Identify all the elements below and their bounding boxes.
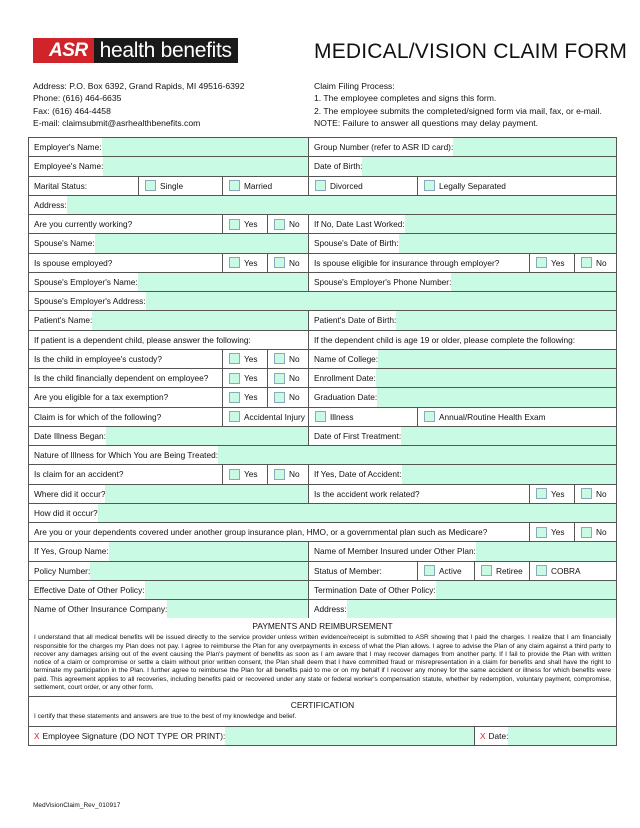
input-patient-s-date-of-birth[interactable] (396, 311, 616, 329)
signature-row (29, 727, 616, 745)
form-row (29, 215, 616, 234)
field-is-the-accident-work-related (309, 485, 530, 503)
field-spouse-s-date-of-birth (309, 234, 616, 252)
option-label: No (596, 488, 607, 499)
field-label: Claim is for which of the following? (29, 412, 161, 422)
option-cobra (530, 562, 616, 580)
field-label: How did it occur? (29, 508, 98, 518)
input-name-of-other-insurance-company[interactable] (167, 600, 308, 618)
option-no (268, 350, 309, 368)
field-label: Address: (309, 604, 347, 614)
option-married (223, 177, 309, 195)
field-label: Address: (29, 200, 67, 210)
field-label: Date Illness Began: (29, 431, 106, 441)
signature-label-text: Employee Signature (DO NOT TYPE OR PRINT): (42, 730, 226, 741)
form-row (29, 331, 616, 350)
option-no (575, 254, 616, 272)
field-label: Spouse's Name: (29, 238, 95, 248)
option-label: Illness (330, 411, 354, 422)
field-label: Is spouse eligible for insurance through employer? (309, 258, 499, 268)
form-row (29, 542, 616, 561)
field-label: Name of College: (309, 354, 378, 364)
payments-text: I understand that all medical benefits will be issued directly to the service provider unless written evidence/receipt is submitted to ASR showing that I paid the charges. I realize that I am financially responsible for the charges my Plan does not pay. I agree to reimburse the Plan for any overpayments in excess of what the Plan allows. I agree to advise the Plan of any claim against a third party to recover any damages arising out of the event causing the Plan's payment of benefits as soon as I am aware that I may recover damages from another party. If I fail to provide the Plan with written notice of a claim or compromise or settle a claim without prior written consent, the Plan shall deem that I have committed fraud or misrepresentation in a claim for benefits and shall have the right to terminate my participation in the Plan. I further agree to reimburse the Plan for all benefits paid to me or on my behalf if I recover any money for the same accident or illness for which benefits were paid. This agreement applies to all recoveries, including benefits paid or recovered under any state or federal worker's compensation statute, whether by redemption, voluntary payment, compromise, settlement, court order, or any other form. (34, 634, 611, 692)
contact-block (33, 80, 244, 129)
field-label: If the dependent child is age 19 or older, please complete the following: (309, 335, 575, 345)
certification-section (29, 697, 616, 726)
option-label: No (289, 392, 300, 403)
option-label: Retiree (496, 565, 523, 576)
checkbox-no[interactable] (274, 392, 285, 403)
option-single (139, 177, 223, 195)
field-name-of-member-insured-under-other-plan (309, 542, 616, 560)
form-row (29, 523, 616, 542)
option-no (268, 388, 309, 406)
option-label: No (596, 257, 607, 268)
option-no (268, 465, 309, 483)
field-if-yes-date-of-accident (309, 465, 616, 483)
option-label: Annual/Routine Health Exam (439, 411, 546, 422)
field-label: Group Number (refer to ASR ID card): (309, 142, 453, 152)
checkbox-no[interactable] (274, 257, 285, 268)
input-employee-s-name[interactable] (103, 157, 308, 175)
option-no (268, 215, 309, 233)
option-label: Yes (244, 219, 258, 230)
input-date-of-first-treatment[interactable] (401, 427, 616, 445)
input-how-did-it-occur[interactable] (98, 504, 616, 522)
option-label: No (596, 527, 607, 538)
form-row (29, 562, 616, 581)
option-no (268, 254, 309, 272)
field-label: Is the child financially dependent on employee? (29, 373, 208, 383)
field-label: Employee's Name: (29, 161, 103, 171)
field-label: If Yes, Group Name: (29, 546, 109, 556)
input-nature-of-illness-for-which-you-are-being-treated[interactable] (218, 446, 616, 464)
field-label: Nature of Illness for Which You are Being Treated: (29, 450, 218, 460)
option-active (418, 562, 475, 580)
payments-section (29, 618, 616, 697)
field-status-of-member (309, 562, 418, 580)
checkbox-illness[interactable] (315, 411, 326, 422)
field-is-spouse-eligible-for-insurance-through-employer (309, 254, 530, 272)
field-is-spouse-employed (29, 254, 223, 272)
field-if-yes-group-name (29, 542, 309, 560)
option-label: Active (439, 565, 462, 576)
input-address[interactable] (347, 600, 616, 618)
field-label: Spouse's Date of Birth: (309, 238, 399, 248)
option-yes (530, 523, 575, 541)
form-row (29, 157, 616, 176)
option-yes (223, 465, 268, 483)
form-row (29, 581, 616, 600)
field-label: Are you currently working? (29, 219, 132, 229)
form-row (29, 465, 616, 484)
checkbox-yes[interactable] (229, 469, 240, 480)
field-date-of-first-treatment (309, 427, 616, 445)
input-where-did-it-occur[interactable] (105, 485, 308, 503)
field-label: Employer's Name: (29, 142, 102, 152)
form-row (29, 600, 616, 618)
form-row (29, 446, 616, 465)
option-yes (530, 254, 575, 272)
option-label: Yes (244, 373, 258, 384)
form-row (29, 504, 616, 523)
signature-field[interactable] (225, 727, 474, 745)
option-no (575, 485, 616, 503)
form-rows (29, 138, 616, 618)
field-label: Is the accident work related? (309, 489, 420, 499)
field-label: Enrollment Date: (309, 373, 376, 383)
field-address (309, 600, 616, 618)
field-label: Name of Member Insured under Other Plan: (309, 546, 476, 556)
input-address[interactable] (67, 196, 616, 214)
input-patient-s-name[interactable] (92, 311, 308, 329)
form-row (29, 177, 616, 196)
revision-code: MedVisionClaim_Rev_010917 (33, 802, 121, 809)
process-step-2: 2. The employee submits the completed/signed form via mail, fax, or e-mail. (314, 105, 602, 116)
field-label: Graduation Date: (309, 392, 377, 402)
process-step-1: 1. The employee completes and signs this form. (314, 93, 497, 104)
asr-logo (33, 38, 238, 63)
input-date-illness-began[interactable] (106, 427, 308, 445)
option-label: Legally Separated (439, 180, 506, 191)
form-row (29, 311, 616, 330)
checkbox-no[interactable] (274, 219, 285, 230)
field-graduation-date (309, 388, 616, 406)
form-row (29, 350, 616, 369)
field-label: Name of Other Insurance Company: (29, 604, 167, 614)
option-label: Yes (551, 488, 565, 499)
checkbox-no[interactable] (274, 469, 285, 480)
field-label: Spouse's Employer's Phone Number: (309, 277, 451, 287)
contact-phone: Phone: (616) 464-6635 (33, 93, 122, 104)
field-spouse-s-employer-s-phone-number (309, 273, 616, 291)
option-label: Yes (244, 392, 258, 403)
form-row (29, 254, 616, 273)
checkbox-retiree[interactable] (481, 565, 492, 576)
field-employer-s-name (29, 138, 309, 156)
checkbox-no[interactable] (274, 353, 285, 364)
option-label: Divorced (330, 180, 363, 191)
input-termination-date-of-other-policy[interactable] (436, 581, 616, 599)
field-label: Is claim for an accident? (29, 469, 123, 479)
form-row (29, 427, 616, 446)
date-label-text: Date: (488, 730, 509, 741)
option-no (575, 523, 616, 541)
process-note: NOTE: Failure to answer all questions may delay payment. (314, 117, 539, 128)
option-label: COBRA (551, 565, 581, 576)
field-date-of-birth (309, 157, 616, 175)
input-spouse-s-employer-s-name[interactable] (138, 273, 308, 291)
field-patient-s-date-of-birth (309, 311, 616, 329)
form-row (29, 485, 616, 504)
form-row (29, 234, 616, 253)
option-label: No (289, 219, 300, 230)
field-claim-is-for-which-of-the-following (29, 408, 223, 426)
option-label: No (289, 469, 300, 480)
field-label: Policy Number: (29, 566, 90, 576)
checkbox-yes[interactable] (536, 257, 547, 268)
field-label: Termination Date of Other Policy: (309, 585, 436, 595)
field-is-the-child-financially-dependent-on-employee (29, 369, 223, 387)
signature-cell (29, 727, 475, 745)
option-label: Married (244, 180, 273, 191)
option-divorced (309, 177, 418, 195)
form-row (29, 273, 616, 292)
date-cell (475, 727, 616, 745)
field-spouse-s-name (29, 234, 309, 252)
input-name-of-college[interactable] (378, 350, 616, 368)
checkbox-yes[interactable] (229, 373, 240, 384)
option-yes (223, 215, 268, 233)
field-name-of-college (309, 350, 616, 368)
input-date-of-birth[interactable] (362, 157, 616, 175)
signature-label (29, 731, 225, 741)
option-label: Yes (551, 527, 565, 538)
field-is-claim-for-an-accident (29, 465, 223, 483)
field-employee-s-name (29, 157, 309, 175)
input-spouse-s-employer-s-phone-number[interactable] (451, 273, 616, 291)
checkbox-no[interactable] (581, 527, 592, 538)
option-label: Yes (551, 257, 565, 268)
field-patient-s-name (29, 311, 309, 329)
option-label: No (289, 373, 300, 384)
option-annual-routine-health-exam (418, 408, 616, 426)
field-label: Marital Status: (29, 181, 87, 191)
option-illness (309, 408, 418, 426)
field-are-you-eligible-for-a-tax-exemption (29, 388, 223, 406)
field-where-did-it-occur (29, 485, 309, 503)
contact-address: Address: P.O. Box 6392, Grand Rapids, MI 49516-6392 (33, 81, 245, 91)
option-yes (223, 388, 268, 406)
contact-fax: Fax: (616) 464-4458 (33, 105, 111, 116)
field-label: Date of Birth: (309, 161, 362, 171)
claim-form (28, 137, 617, 746)
date-field[interactable] (508, 727, 616, 745)
input-if-no-date-last-worked[interactable] (405, 215, 616, 233)
checkbox-yes[interactable] (229, 353, 240, 364)
contact-email: E-mail: claimsubmit@asrhealthbenefits.com (33, 117, 201, 128)
option-no (268, 369, 309, 387)
date-label (475, 731, 508, 741)
field-label: Where did it occur? (29, 489, 105, 499)
checkbox-yes[interactable] (229, 392, 240, 403)
field-if-the-dependent-child-is-age-19-or-older-please-complete-the-following (309, 331, 616, 349)
option-label: Single (160, 180, 184, 191)
checkbox-cobra[interactable] (536, 565, 547, 576)
field-label: Status of Member: (309, 566, 382, 576)
field-how-did-it-occur (29, 504, 616, 522)
field-are-you-currently-working (29, 215, 223, 233)
filing-process (314, 80, 602, 129)
field-label: If No, Date Last Worked: (309, 219, 405, 229)
input-spouse-s-name[interactable] (95, 234, 308, 252)
option-label: Yes (244, 353, 258, 364)
checkbox-married[interactable] (229, 180, 240, 191)
option-label: Yes (244, 257, 258, 268)
field-if-patient-is-a-dependent-child-please-answer-the-following (29, 331, 309, 349)
option-accidental-injury (223, 408, 309, 426)
field-label: Patient's Name: (29, 315, 92, 325)
form-row (29, 138, 616, 157)
process-heading: Claim Filing Process: (314, 81, 395, 91)
field-label: Spouse's Employer's Address: (29, 296, 146, 306)
checkbox-yes[interactable] (229, 219, 240, 230)
field-policy-number (29, 562, 309, 580)
input-employer-s-name[interactable] (102, 138, 308, 156)
certification-heading: CERTIFICATION (290, 700, 355, 711)
input-if-yes-group-name[interactable] (109, 542, 308, 560)
logo-text: health benefits (94, 38, 238, 63)
option-label: Accidental Injury (244, 411, 305, 422)
field-label: Is the child in employee's custody? (29, 354, 162, 364)
field-spouse-s-employer-s-name (29, 273, 309, 291)
option-retiree (475, 562, 530, 580)
input-spouse-s-employer-s-address[interactable] (146, 292, 616, 310)
field-termination-date-of-other-policy (309, 581, 616, 599)
form-row (29, 408, 616, 427)
field-effective-date-of-other-policy (29, 581, 309, 599)
field-label: Spouse's Employer's Name: (29, 277, 138, 287)
checkbox-no[interactable] (581, 257, 592, 268)
checkbox-active[interactable] (424, 565, 435, 576)
input-enrollment-date[interactable] (376, 369, 616, 387)
option-yes (530, 485, 575, 503)
checkbox-legally-separated[interactable] (424, 180, 435, 191)
field-label: Patient's Date of Birth: (309, 315, 396, 325)
checkbox-yes[interactable] (536, 488, 547, 499)
field-label: Are you or your dependents covered under another group insurance plan, HMO, or a governmental plan such as Medicare? (29, 527, 487, 537)
input-policy-number[interactable] (90, 562, 308, 580)
input-name-of-member-insured-under-other-plan[interactable] (476, 542, 616, 560)
field-address (29, 196, 616, 214)
option-yes (223, 350, 268, 368)
input-if-yes-date-of-accident[interactable] (402, 465, 616, 483)
certification-text: I certify that these statements and answers are true to the best of my knowledge and belief. (34, 713, 297, 721)
option-label: Yes (244, 469, 258, 480)
checkbox-accidental-injury[interactable] (229, 411, 240, 422)
field-label: If Yes, Date of Accident: (309, 469, 402, 479)
checkbox-no[interactable] (581, 488, 592, 499)
option-yes (223, 369, 268, 387)
form-row (29, 292, 616, 311)
form-title: MEDICAL/VISION CLAIM FORM (314, 40, 628, 63)
field-label: Effective Date of Other Policy: (29, 585, 145, 595)
signature-x-mark: X (34, 730, 40, 741)
form-row (29, 369, 616, 388)
checkbox-divorced[interactable] (315, 180, 326, 191)
field-nature-of-illness-for-which-you-are-being-treated (29, 446, 616, 464)
field-is-the-child-in-employee-s-custody (29, 350, 223, 368)
option-label: No (289, 257, 300, 268)
field-are-you-or-your-dependents-covered-under-another-group-insurance-plan-hmo-or-a-governmental-plan-such-as-medicare (29, 523, 530, 541)
form-row (29, 196, 616, 215)
field-marital-status (29, 177, 139, 195)
logo-asr: ASR (33, 38, 94, 63)
checkbox-no[interactable] (274, 373, 285, 384)
checkbox-single[interactable] (145, 180, 156, 191)
field-if-no-date-last-worked (309, 215, 616, 233)
checkbox-yes[interactable] (536, 527, 547, 538)
field-enrollment-date (309, 369, 616, 387)
field-spouse-s-employer-s-address (29, 292, 616, 310)
form-row (29, 388, 616, 407)
input-effective-date-of-other-policy[interactable] (145, 581, 308, 599)
field-label: Is spouse employed? (29, 258, 112, 268)
checkbox-annual-routine-health-exam[interactable] (424, 411, 435, 422)
checkbox-yes[interactable] (229, 257, 240, 268)
payments-heading: PAYMENTS AND REIMBURSEMENT (252, 621, 393, 632)
option-legally-separated (418, 177, 616, 195)
input-spouse-s-date-of-birth[interactable] (399, 234, 616, 252)
date-x-mark: X (480, 730, 486, 741)
field-date-illness-began (29, 427, 309, 445)
option-label: No (289, 353, 300, 364)
input-graduation-date[interactable] (377, 388, 616, 406)
field-name-of-other-insurance-company (29, 600, 309, 618)
option-yes (223, 254, 268, 272)
field-label: If patient is a dependent child, please answer the following: (29, 335, 251, 345)
input-group-number-refer-to-asr-id-card[interactable] (453, 138, 616, 156)
field-group-number-refer-to-asr-id-card (309, 138, 616, 156)
field-label: Date of First Treatment: (309, 431, 401, 441)
field-label: Are you eligible for a tax exemption? (29, 392, 168, 402)
